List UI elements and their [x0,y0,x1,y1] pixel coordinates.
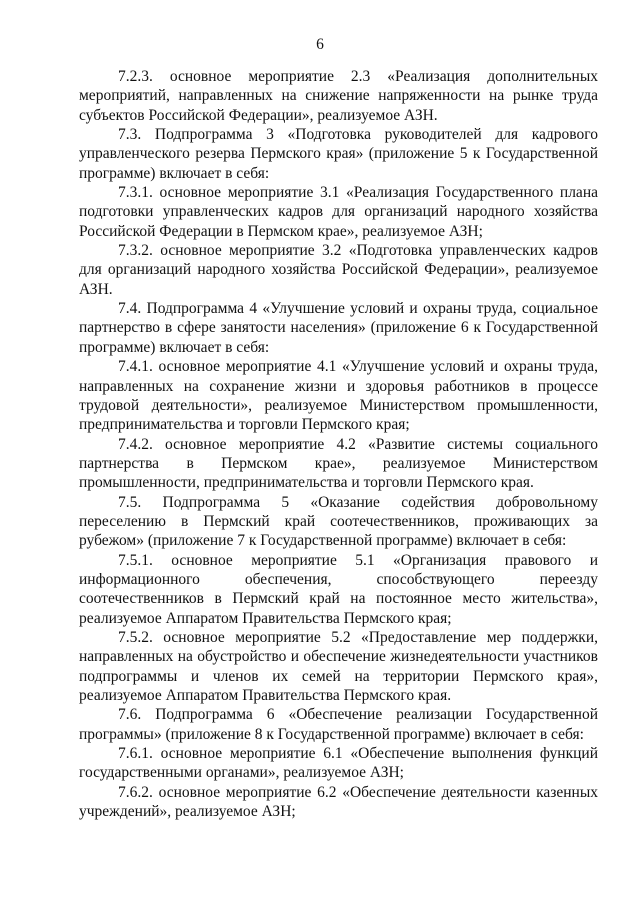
paragraph-7-6-2: 7.6.2. основное мероприятие 6.2 «Обеспечение деятельности казенных учреждений», реализуемое АЗН; [79,783,598,821]
paragraph-7-4-1: 7.4.1. основное мероприятие 4.1 «Улучшение условий и охраны труда, направленных на сохранение жизни и здоровья работников в процессе трудовой деятельности», реализуемое Министерством промышленности, предпринимательства и торговли Пермского края; [79,358,598,434]
paragraph-7-4: 7.4. Подпрограмма 4 «Улучшение условий и охраны труда, социальное партнерство в сфере занятости населения» (приложение 6 к Государственной программе) включает в себя: [79,300,598,356]
paragraph-7-3-1: 7.3.1. основное мероприятие 3.1 «Реализация Государственного плана подготовки управленческих кадров для организаций народного хозяйства Российской Федерации в Пермском крае», реализуемое АЗН; [79,184,598,240]
paragraph-7-5-1: 7.5.1. основное мероприятие 5.1 «Организация правового и информационного обеспечения, способствующего переезду соотечественников в Пермский край на постоянное место жительства», реализуемое Аппаратом Правительства Пермского края; [79,551,598,627]
paragraph-7-3-2: 7.3.2. основное мероприятие 3.2 «Подготовка управленческих кадров для организаций народного хозяйства Российской Федерации», реализуемое АЗН. [79,242,598,298]
paragraph-7-5-2: 7.5.2. основное мероприятие 5.2 «Предоставление мер поддержки, направленных на обустройство и обеспечение жизнедеятельности участников подпрограммы и членов их семей на территории Пермского края», реализуемое Аппаратом Правительства Пермского края. [79,628,598,704]
paragraph-7-3: 7.3. Подпрограмма 3 «Подготовка руководителей для кадрового управленческого резерва Пермского края» (приложение 5 к Государственной программе) включает в себя: [79,126,598,182]
paragraph-7-6: 7.6. Подпрограмма 6 «Обеспечение реализации Государственной программы» (приложение 8 к Государственной программе) включает в себя: [79,706,598,743]
paragraph-7-6-1: 7.6.1. основное мероприятие 6.1 «Обеспечение выполнения функций государственными органами», реализуемое АЗН; [79,745,598,782]
paragraph-7-2-3: 7.2.3. основное мероприятие 2.3 «Реализация дополнительных мероприятий, направленных на снижение напряженности на рынке труда субъектов Российской Федерации», реализуемое АЗН. [79,68,598,124]
document-body [79,67,598,821]
paragraph-7-4-2: 7.4.2. основное мероприятие 4.2 «Развитие системы социального партнерства в Пермском крае», реализуемое Министерством промышленности, предпринимательства и торговли Пермского края. [79,435,598,492]
paragraph-7-5: 7.5. Подпрограмма 5 «Оказание содействия добровольному переселению в Пермский край соотечественников, проживающих за рубежом» (приложение 7 к Государственной программе) включает в себя: [79,493,598,550]
page-number: 6 [316,36,324,53]
